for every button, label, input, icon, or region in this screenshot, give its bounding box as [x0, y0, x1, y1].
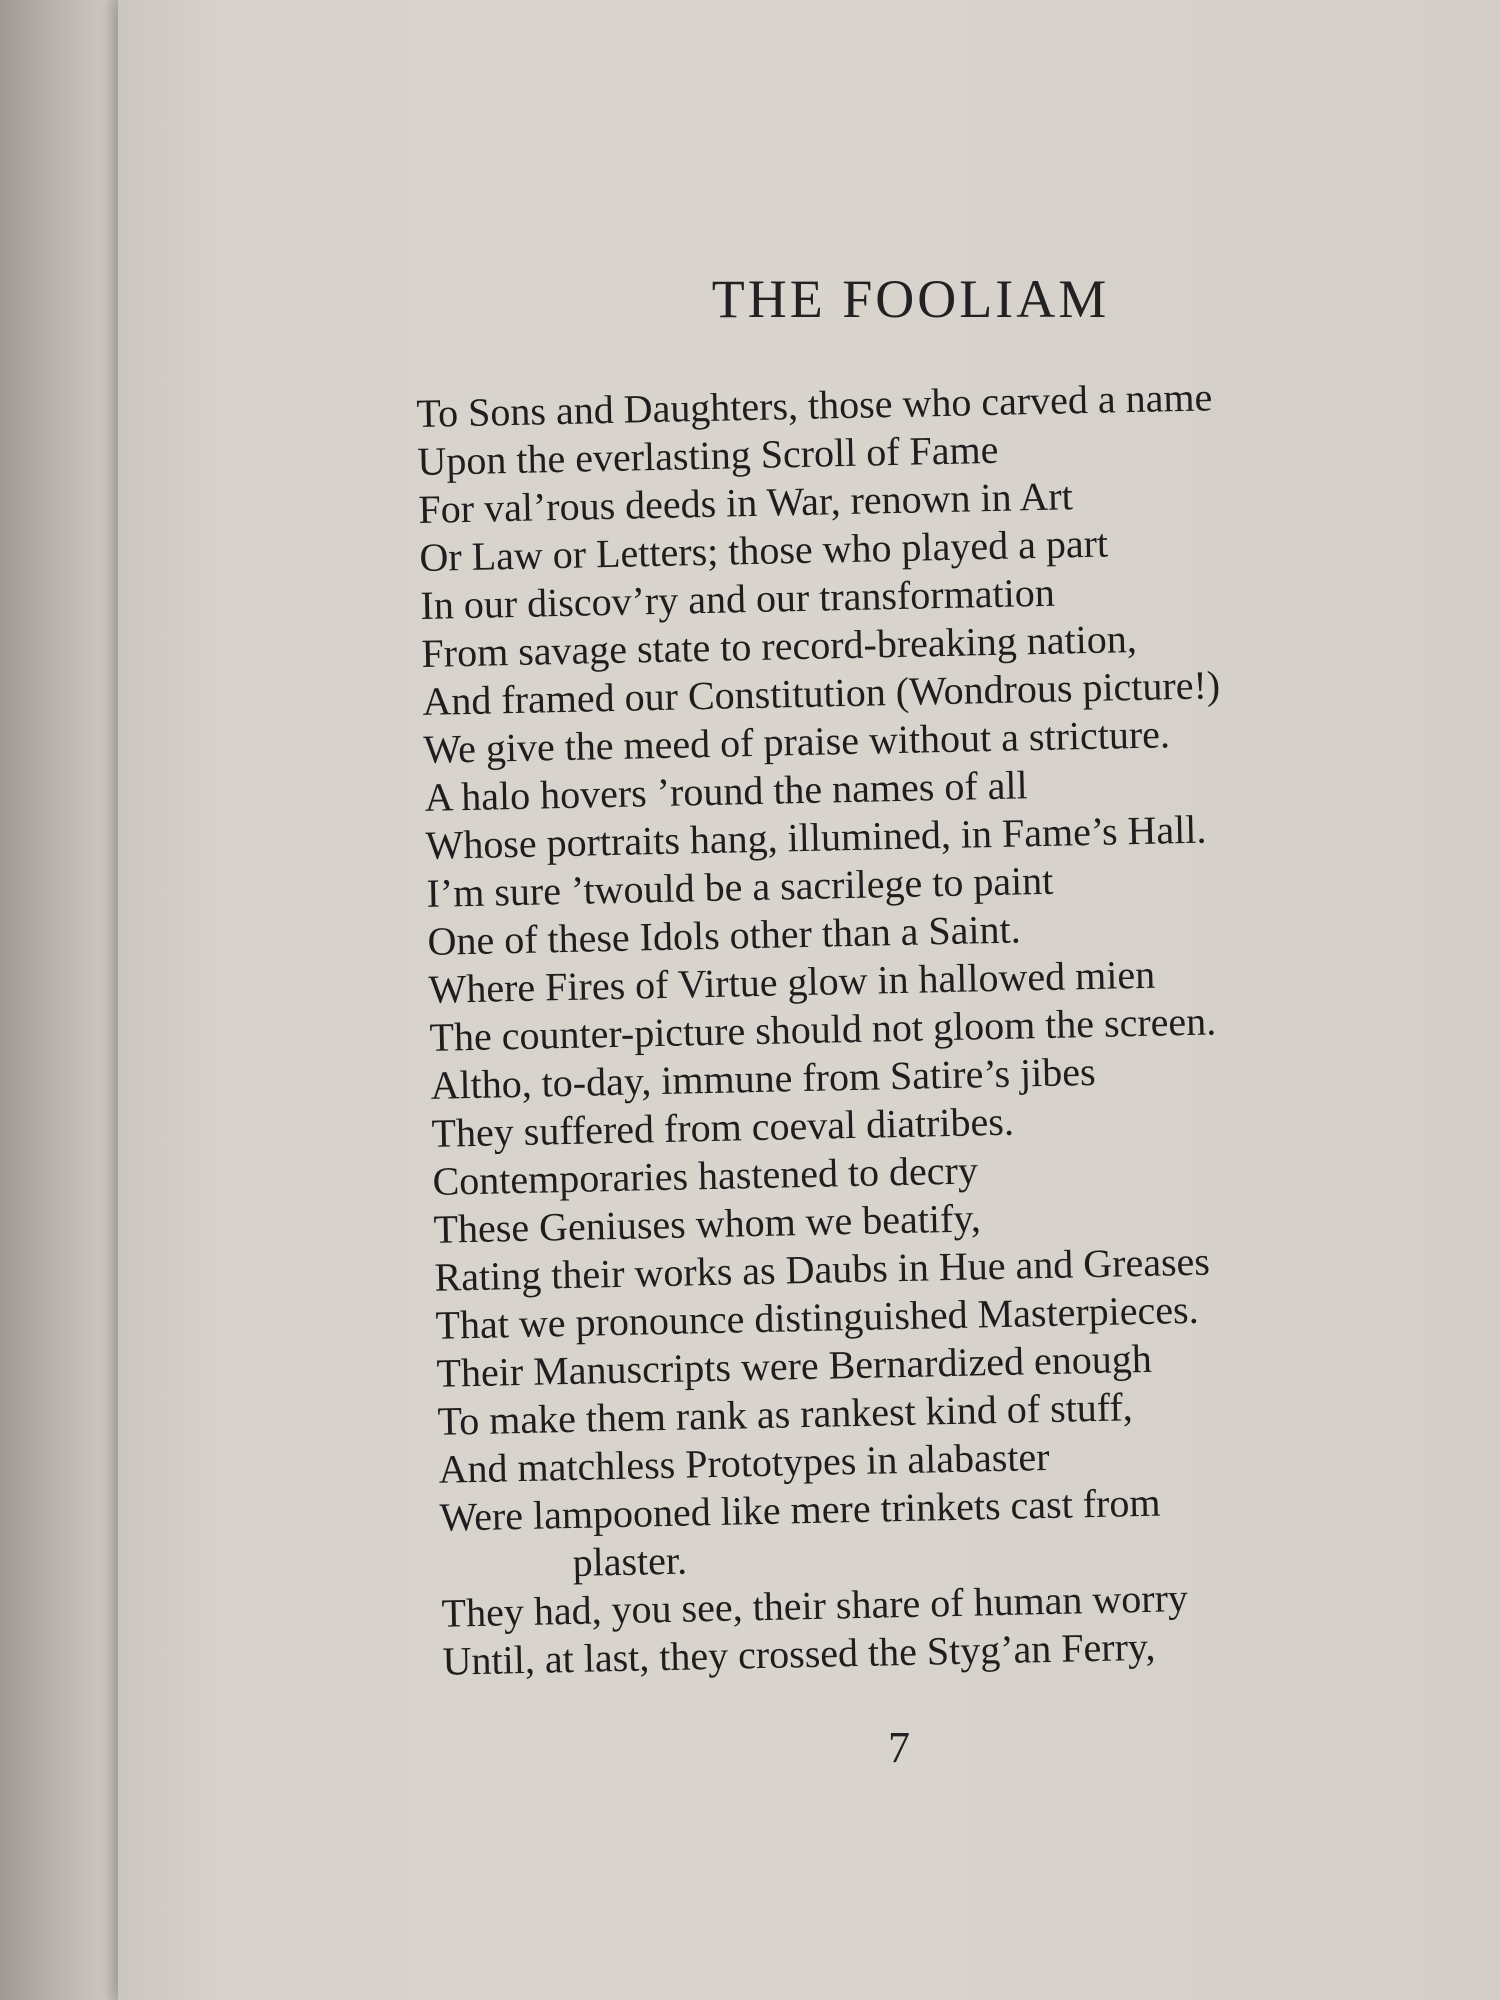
- poem-line: Were lampooned like mere trinkets cast from: [439, 1479, 1161, 1540]
- poem-line: They suffered from coeval diatribes.: [431, 1098, 1015, 1156]
- poem-line: I’m sure ’twould be a sacrilege to paint: [426, 857, 1054, 916]
- poem-line: They had, you see, their share of human worry: [441, 1575, 1189, 1636]
- poem-line: And matchless Prototypes in alabaster: [438, 1433, 1050, 1492]
- poem-line: Altho, to-day, immune from Satire’s jibes: [430, 1048, 1096, 1108]
- poem-line: And framed our Constitution (Wondrous picture!): [422, 662, 1221, 724]
- poem-line: These Geniuses whom we beatify,: [433, 1195, 982, 1252]
- poem-line: The counter-picture should not gloom the screen.: [429, 998, 1217, 1060]
- poem-line: In our discov’ry and our transformation: [420, 569, 1056, 628]
- poem-line: For val’rous deeds in War, renown in Art: [418, 473, 1074, 532]
- page-number: 7: [888, 1723, 910, 1772]
- poem-line: To Sons and Daughters, those who carved a name: [416, 374, 1213, 436]
- poem-line: Until, at last, they crossed the Styg’an Ferry,: [442, 1623, 1156, 1684]
- poem-line: Or Law or Letters; those who played a part: [419, 520, 1109, 580]
- book-page: [118, 0, 1500, 2000]
- poem-line: That we pronounce distinguished Masterpieces.: [435, 1286, 1200, 1348]
- poem-line: Whose portraits hang, illumined, in Fame’s Hall.: [425, 806, 1207, 868]
- poem-line: Upon the everlasting Scroll of Fame: [417, 426, 999, 484]
- poem-line: A halo hovers ’round the names of all: [424, 762, 1029, 820]
- poem-line-continuation: plaster.: [572, 1537, 688, 1585]
- poem-body: [416, 368, 1483, 1685]
- poem-line: One of these Idols other than a Saint.: [427, 906, 1022, 964]
- poem-line: Where Fires of Virtue glow in hallowed mien: [428, 951, 1156, 1012]
- poem-line: Rating their works as Daubs in Hue and Greases: [434, 1238, 1211, 1300]
- poem-line: Contemporaries hastened to decry: [432, 1147, 979, 1204]
- poem-line: We give the meed of praise without a stricture.: [423, 711, 1171, 772]
- poem-title: THE FOOLIAM: [711, 269, 1110, 329]
- poem-line: Their Manuscripts were Bernardized enough: [436, 1335, 1153, 1396]
- poem-line: To make them rank as rankest kind of stuff,: [437, 1384, 1134, 1444]
- poem-line: From savage state to record-breaking nation,: [421, 615, 1138, 676]
